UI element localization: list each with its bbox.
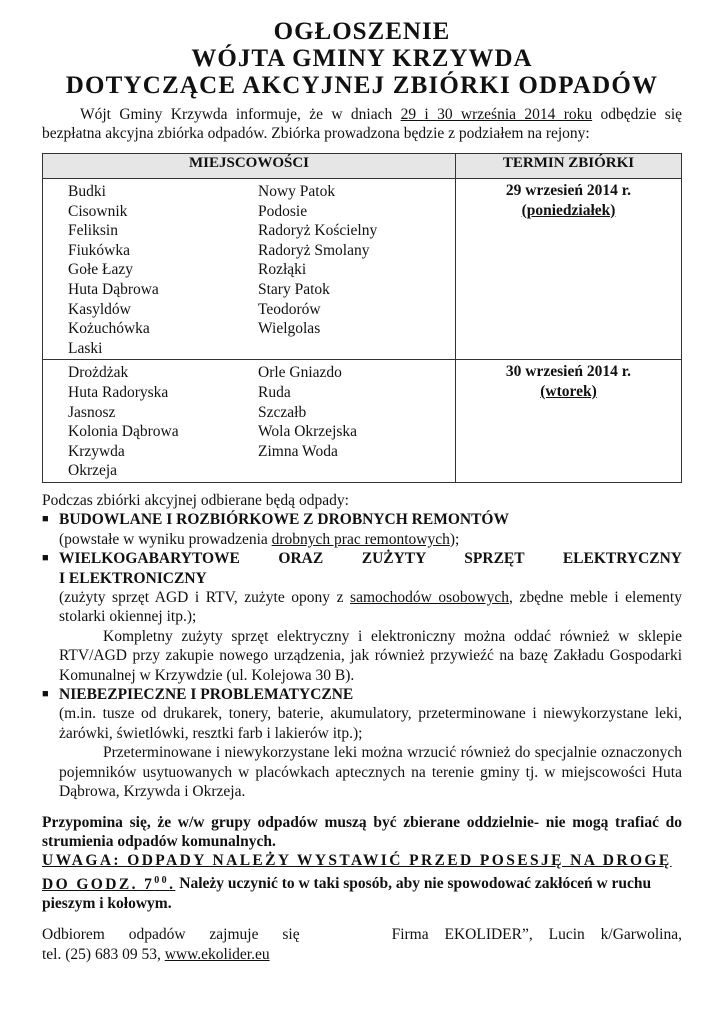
- category-note: Kompletny zużyty sprzęt elektryczny i elektroniczny można oddać również w sklepie RTV/AGD przy zakupie nowego urządzenia, jak również przywieźć na bazę Zakładu Gospodarki Komunalnej w Krzywdzie (ul. Kolejowa 30 B).: [59, 627, 682, 684]
- place-item: Teodorów: [258, 300, 321, 318]
- square-bullet-icon: ■: [42, 687, 49, 700]
- schedule-table: [42, 153, 682, 483]
- category-description: [42, 588, 682, 627]
- category-item: [42, 510, 682, 529]
- place-item: Szczałb: [258, 403, 307, 421]
- place-item: Gołe Łazy: [68, 261, 133, 279]
- warning-rest: Należy uczynić to w taki sposób, aby nie spowodować zakłóceń w ruchu pieszym i kołowym.: [42, 875, 652, 912]
- places-list: [44, 361, 454, 481]
- term-date: 30 wrzesień 2014 r.: [505, 363, 632, 381]
- places-column-1: [68, 363, 258, 481]
- place-item: Laski: [68, 339, 103, 357]
- places-column-2: [258, 363, 357, 481]
- place-item: Fiukówka: [68, 241, 130, 259]
- contact-firm: Firma EKOLIDER”, Lucin k/Garwolina,: [391, 925, 682, 943]
- header-term: TERMIN ZBIÓRKI: [456, 154, 682, 179]
- place-item: Budki: [68, 183, 106, 200]
- website-link[interactable]: www.ekolider.eu: [164, 945, 270, 963]
- term-date: 29 wrzesień 2014 r.: [505, 182, 632, 199]
- category-note: Przeterminowane i niewykorzystane leki można wrzucić również do specjalnie oznaczonych pojemników usytuowanych w placówkach aptecznych na terenie gminy tj. w miejscowości Huta Dąbrowa, Krzywda i Okrzeja.: [59, 744, 682, 800]
- warning-time: [42, 876, 175, 893]
- category-item: [42, 685, 682, 704]
- warning-time-prefix: DO GODZ. 7: [42, 875, 155, 893]
- place-item: Huta Radoryska: [68, 383, 169, 401]
- category-description: [42, 530, 682, 549]
- place-item: Feliksin: [68, 222, 118, 240]
- place-item: Krzywda: [68, 442, 125, 460]
- warning-time-suffix: .: [169, 875, 176, 893]
- place-item: Radoryż Kościelny: [258, 222, 378, 240]
- intro-text-a: Wójt Gminy Krzywda informuje, że w dniach: [80, 106, 401, 123]
- intro-paragraph: [42, 105, 682, 143]
- document-title: [42, 18, 682, 99]
- intro-dates: 29 i 30 września 2014 roku: [400, 106, 593, 123]
- category-description: (m.in. tusze od drukarek, tonery, baterie, akumulatory, przeterminowane i niewykorzystane leki, żarówki, świetlówki, resztki farb i lakierów itp.);: [59, 705, 682, 742]
- cat1-text-b: );: [449, 530, 460, 548]
- warning-paragraph: [42, 851, 682, 912]
- place-item: Jasnosz: [68, 403, 116, 421]
- place-item: Wola Okrzejska: [258, 423, 358, 441]
- place-item: Radoryż Smolany: [258, 241, 370, 259]
- place-item: Nowy Patok: [258, 183, 336, 200]
- place-item: Okrzeja: [68, 462, 118, 480]
- cat2-text-underlined: samochodów osobowych: [350, 588, 509, 606]
- places-cell: [43, 360, 456, 483]
- place-item: Kolonia Dąbrowa: [68, 423, 179, 441]
- waste-categories-section: [42, 491, 682, 802]
- cat2-text-b: , zbędne meble i elementy stolarki okiennej itp.);: [59, 588, 682, 626]
- place-item: Podosie: [258, 202, 308, 220]
- place-item: Huta Dąbrowa: [68, 280, 159, 298]
- term-cell: [456, 179, 682, 360]
- table-header-row: [43, 154, 682, 179]
- term-cell: [456, 360, 682, 483]
- places-cell: [43, 179, 456, 360]
- category-title-continued: I ELEKTRONICZNY: [59, 569, 207, 587]
- table-row: [43, 360, 682, 483]
- places-list: [44, 180, 454, 358]
- contact-label: Odbiorem odpadów zajmuje się: [42, 925, 300, 943]
- place-item: Orle Gniazdo: [258, 364, 342, 382]
- table-row: [43, 179, 682, 360]
- place-item: Drożdżak: [68, 364, 129, 382]
- contact-row: [42, 945, 682, 965]
- places-column-2: [258, 182, 377, 358]
- place-item: Ruda: [258, 383, 291, 401]
- contact-section: [42, 925, 682, 965]
- place-item: Zimna Woda: [258, 442, 338, 460]
- title-line-1: OGŁOSZENIE: [273, 18, 451, 45]
- category-item: [42, 549, 682, 568]
- square-bullet-icon: ■: [42, 513, 49, 526]
- categories-lead: Podczas zbiórki akcyjnej odbierane będą odpady:: [42, 491, 349, 509]
- cat1-text-underlined: drobnych prac remontowych: [271, 530, 450, 548]
- contact-phone: tel. (25) 683 09 53,: [42, 945, 165, 963]
- term-day: (poniedziałek): [521, 201, 616, 219]
- places-column-1: [68, 182, 258, 358]
- place-item: Rozłąki: [258, 261, 307, 279]
- title-line-3: DOTYCZĄCE AKCYJNEJ ZBIÓRKI ODPADÓW: [65, 72, 659, 99]
- warning-time-sup: 00: [154, 874, 170, 886]
- intro-text-b: odbędzie się bezpłatna akcyjna zbiórka odpadów. Zbiórka prowadzona będzie z podziałem na rejony:: [42, 106, 683, 142]
- term-day: (wtorek): [540, 382, 597, 400]
- contact-row: [42, 925, 682, 945]
- cat1-text-a: (powstałe w wyniku prowadzenia: [59, 530, 272, 548]
- cat2-text-a: (zużyty sprzęt AGD i RTV, zużyte opony z: [59, 588, 351, 606]
- title-line-2: WÓJTA GMINY KRZYWDA: [191, 45, 533, 72]
- warning-line: UWAGA: ODPADY NALEŻY WYSTAWIĆ PRZED POSESJĘ NA DROGĘ: [42, 852, 672, 870]
- place-item: Cisownik: [68, 202, 128, 220]
- place-item: Stary Patok: [258, 280, 330, 298]
- square-bullet-icon: ■: [42, 552, 49, 565]
- header-places: MIEJSCOWOŚCI: [43, 154, 456, 179]
- place-item: Kożuchówka: [68, 320, 150, 338]
- category-title: BUDOWLANE I ROZBIÓRKOWE Z DROBNYCH REMONTÓW: [59, 511, 509, 529]
- place-item: Wielgolas: [258, 320, 321, 338]
- place-item: Kasyldów: [68, 300, 131, 318]
- category-title: WIELKOGABARYTOWE ORAZ ZUŻYTY SPRZĘT ELEKTRYCZNY: [59, 550, 682, 568]
- category-title: NIEBEZPIECZNE I PROBLEMATYCZNE: [59, 685, 354, 703]
- reminder-paragraph: Przypomina się, że w/w grupy odpadów muszą być zbierane oddzielnie- nie mogą trafiać do strumienia odpadów komunalnych.: [42, 814, 682, 851]
